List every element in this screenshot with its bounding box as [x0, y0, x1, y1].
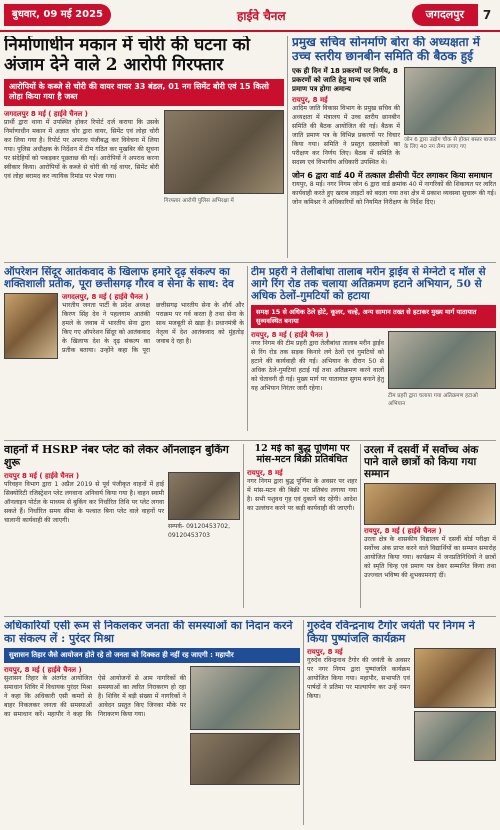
- lead-deck: आरोपियों के कब्जे से चोरी की वायर वायर 33 बंडल, 01 नग सिमेंट बोरी एवं 15 किलो लोहा किया गया है जब्त: [4, 79, 284, 106]
- prahari-headline: टीम प्रहरी ने तेलीबांधा तालाब मरीन ड्राईव से मेग्नेटो द मॉल से आगे रिंग रोड तक चलाया अतिक्रमण हटाने अभियान, 50 से अधिक ठेलों-गुमटियों को हटाया: [251, 266, 486, 303]
- purnima-dateline: रायपुर, 8 मई: [247, 468, 283, 477]
- tagore-body: गुरुदेव रविन्द्रनाथ टैगोर की जयंती के अवसर पर नगर निगम द्वारा पुष्पांजलि कार्यक्रम आयोजित किया गया। महापौर, सभापति एवं पार्षदों ने प्रतिमा पर माल्यार्पण कर उन्हें नमन किया।: [307, 657, 410, 701]
- lead-body: प्रार्थी द्वारा थाना में उपस्थित होकर रिपोर्ट दर्ज कराया कि उसके निर्माणाधीन मकान में अज्ञात चोर द्वारा वायर, सिमेंट एवं लोहा चोरी कर लिया गया है। रिपोर्ट पर अपराध पंजीबद्ध कर विवेचना में लिया गया। पुलिस अधीक्षक के निर्देशन में टीम गठित कर मुखबिर की सूचना पर संदेहियों को पकड़कर पूछताछ की गई। आरोपियों ने अपराध करना स्वीकार किया। आरोपियों के कब्जे से चोरी की गई वायर, सिमेंट बोरी एवं लोहा बरामद कर न्यायिक रिमांड पर भेजा गया।: [4, 118, 159, 180]
- tagore-photo: [414, 648, 496, 708]
- tagore-story: [307, 620, 496, 826]
- hsrp-dateline: रायपुर 8 मई ( हाईवे चैनल ): [4, 472, 80, 481]
- section-city: जगदलपुर: [412, 4, 478, 26]
- tagore-photo-2: [414, 711, 496, 761]
- urla-photo: [364, 483, 496, 525]
- sindoor-dateline: जगदलपुर, 8 मई ( हाईवे चैनल ): [62, 293, 149, 302]
- column-divider: [243, 444, 244, 608]
- section-divider: [4, 440, 496, 441]
- issue-date: बुधवार, 09 मई 2025: [4, 4, 111, 26]
- prahari-body: नगर निगम की टीम प्रहरी द्वारा तेलीबांधा तालाब मरीन ड्राईव से रिंग रोड तक सड़क किनारे लगे ठेलों एवं गुमटियों को हटाने की कार्यवाही की गई। अभियान के दौरान 50 से अधिक ठेले-गुमटियां हटाई गईं तथा अतिक्रमण करने वालों को चेतावनी दी गई। मुख्य मार्ग पर यातायात सुगम बनाने हेतु यह अभियान निरंतर जारी रहेगा।: [251, 340, 384, 392]
- zone-body: रायपुर, 8 मई। नगर निगम जोन 6 द्वारा वार्ड क्रमांक 40 में नागरिकों की शिकायत पर त्वरित कार्यवाही करते हुए खराब लाइटों को बदला गया तथा क्षेत्र में प्रकाश व्यवस्था सुचारू की गई। जोन कमिश्नर ने अधिकारियों को नियमित निरीक्षण के निर्देश दिए।: [292, 180, 496, 206]
- purnima-headline: 12 मई को बुद्ध पूर्णिमा पर मांस-मटन बिक्री प्रतिबंधित: [254, 444, 350, 465]
- committee-body: आदिम जाति विकास विभाग के प्रमुख सचिव की अध्यक्षता में मंत्रालय में उच्च स्तरीय छानबीन समिति की बैठक आयोजित की गई। बैठक में जाति प्रमाण पत्र के विभिन्न प्रकरणों पर विचार किया गया। समिति ने प्रस्तुत दस्तावेजों का परीक्षण कर निर्णय लिए। बैठक में समिति के सदस्य एवं विभागीय अधिकारी उपस्थित थे।: [292, 104, 400, 166]
- sindoor-story: [4, 266, 244, 436]
- hsrp-headline: वाहनों में HSRP नंबर प्लेट को लेकर ऑनलाइन बुकिंग शुरू: [4, 444, 229, 469]
- lead-photo: [164, 110, 284, 194]
- sindoor-headline: ऑपरेशन सिंदूर आतंकवाद के खिलाफ हमारे दृढ़ संकल्प का शक्तिशाली प्रतीक, पूरा छत्तीसगढ़ गौरव व सेना के साथ: देव: [4, 266, 234, 291]
- mishra-deck: सुशासन तिहार जैसे आयोजन होते रहे तो जनता को दिक्कत ही नहीं रह जाएगी : महापौर: [4, 648, 300, 663]
- sindoor-portrait: [4, 293, 58, 359]
- mishra-story: [4, 620, 300, 826]
- urla-body: उरला क्षेत्र के शासकीय विद्यालय में दसवीं बोर्ड परीक्षा में सर्वोच्च अंक प्राप्त करने वाले विद्यार्थियों का सम्मान समारोह आयोजित किया गया। कार्यक्रम में जनप्रतिनिधियों ने छात्रों को स्मृति चिन्ह एवं प्रमाण पत्र देकर सम्मानित किया तथा उज्ज्वल भविष्य की शुभकामनाएं दीं।: [364, 536, 496, 580]
- column-divider: [360, 444, 361, 608]
- page-header: [0, 0, 500, 30]
- prahari-deck: समक्ष 15 से अधिक ठेले होटे, कूलर, चल्हे, अन्य सामान तख्त से हटाकर मुख्य मार्ग यातायात सुव्यवस्थित बनाया: [251, 305, 496, 328]
- hsrp-story: [4, 444, 240, 612]
- contact-numbers: 09120453702, 09120453703: [168, 523, 230, 539]
- column-divider: [303, 620, 304, 825]
- hsrp-body: परिवहन विभाग द्वारा 1 अप्रैल 2019 से पूर्व पंजीकृत वाहनों में हाई सिक्योरिटी रजिस्ट्रेशन प्लेट लगवाना अनिवार्य किया गया है। वाहन स्वामी ऑनलाइन पोर्टल के माध्यम से बुकिंग कर निर्धारित तिथि पर प्लेट लगवा सकते हैं। निर्धारित समय सीमा के पश्चात बिना प्लेट वाले वाहनों पर चालानी कार्यवाही की जाएगी।: [4, 481, 164, 525]
- tagore-headline: गुरुदेव रविन्द्रनाथ टैगोर जयंती पर निगम ने किया पुष्पांजलि कार्यक्रम: [307, 620, 475, 645]
- zone-subhead: जोन 6 द्वारा वार्ड 40 में तत्काल डीसीपी पेंटर लगाकर किया समाधान: [292, 170, 493, 180]
- committee-dateline: रायपुर, 8 मई: [292, 95, 328, 104]
- section-divider: [4, 262, 496, 263]
- column-divider: [247, 266, 248, 431]
- mishra-photo: [190, 666, 300, 730]
- brand-name: हाईवे चैनल: [236, 8, 286, 23]
- lead-story: [4, 36, 284, 266]
- column-divider: [287, 36, 288, 258]
- prahari-photo-caption: टीम प्रहरी द्वारा चलाया गया अतिक्रमण हटाओ अभियान: [388, 393, 478, 408]
- prahari-dateline: रायपुर, 8 मई ( हाईवे चैनल ): [251, 331, 329, 340]
- page-number: 7: [482, 8, 492, 22]
- hsrp-photo: [168, 472, 240, 520]
- urla-story: [364, 444, 496, 612]
- prahari-story: [251, 266, 496, 436]
- purnima-story: [247, 444, 357, 612]
- lead-dateline: जगदलपुर 8 मई ( हाईवे चैनल ): [4, 109, 88, 118]
- committee-subhead: एक ही दिन में 18 प्रकरणों पर निर्णय, 8 प्रकरणों को जाति हेतु मान्य एवं जाति प्रमाण पत्र होगा अमान्य: [292, 66, 398, 93]
- urla-dateline: रायपुर, 8 मई ( हाईवे चैनल ): [364, 527, 442, 536]
- urla-headline: उरला में दसवीं में सर्वोच्च अंक पाने वाले छात्रों को किया गया सम्मान: [364, 444, 479, 481]
- committee-photo: [404, 67, 496, 135]
- section-divider: [4, 616, 496, 617]
- sindoor-body: भारतीय जनता पार्टी के प्रदेश अध्यक्ष किरण सिंह देव ने पहलगाम आतंकी हमले के जवाब में भारतीय सेना द्वारा किए गए ऑपरेशन सिंदूर को आतंकवाद के खिलाफ देश के दृढ़ संकल्प का प्रतीक बताया। उन्होंने कहा कि पूरा छत्तीसगढ़ भारतीय सेना के शौर्य और पराक्रम पर गर्व करता है तथा सेना के साथ मजबूती से खड़ा है। प्रधानमंत्री के नेतृत्व में देश आतंकवाद को मुंहतोड़ जवाब दे रहा है।: [62, 302, 244, 355]
- committee-headline: प्रमुख सचिव सोनमणि बोरा की अध्यक्षता में उच्च स्तरीय छानबीन समिति की बैठक हुई: [292, 36, 480, 63]
- lead-headline: निर्माणाधीन मकान में चोरी की घटना को अंजाम देने वाले 2 आरोपी गिरफ्तार: [4, 36, 251, 75]
- purnima-body: नगर निगम द्वारा बुद्ध पूर्णिमा के अवसर पर शहर में मांस-मटन की बिक्री पर प्रतिबंध लगाया गया है। सभी पशुवध गृह एवं दुकानें बंद रहेंगी। आदेश का उल्लंघन करने पर कड़ी कार्यवाही की जाएगी।: [247, 477, 357, 512]
- header-rule: [0, 30, 500, 32]
- committee-photo-caption: जोन 6 द्वारा उद्योग चौक से होकर बस्तर बाजार के लिए 40 नग लैम्प लगाए गए: [404, 136, 496, 150]
- prahari-photo: [388, 331, 496, 389]
- mishra-headline: अधिकारियों एसी रूम से निकलकर जनता की समस्याओं का निदान करने का संकल्प लें : पुरंदर मिश्रा: [4, 620, 293, 645]
- lead-photo-caption: गिरफ्तार आरोपी पुलिस अभिरक्षा में: [164, 197, 234, 204]
- tagore-dateline: रायपुर, 8 मई: [307, 648, 343, 657]
- contact-label: सम्पर्क-: [168, 523, 185, 531]
- mishra-photo-2: [190, 733, 300, 785]
- committee-story: [292, 36, 496, 258]
- mishra-dateline: रायपुर, 8 मई ( हाईवे चैनल ): [4, 666, 82, 675]
- mishra-body: सुशासन तिहार के अंतर्गत आयोजित समाधान शिविर में विधायक पुरंदर मिश्रा ने कहा कि अधिकारी एसी कमरों से बाहर निकलकर जनता की समस्याओं का समाधान करें। महापौर ने कहा कि ऐसे आयोजनों से आम नागरिकों की समस्याओं का त्वरित निराकरण हो रहा है। शिविर में बड़ी संख्या में नागरिकों ने आवेदन प्रस्तुत किए जिनका मौके पर निराकरण किया गया।: [4, 675, 186, 719]
